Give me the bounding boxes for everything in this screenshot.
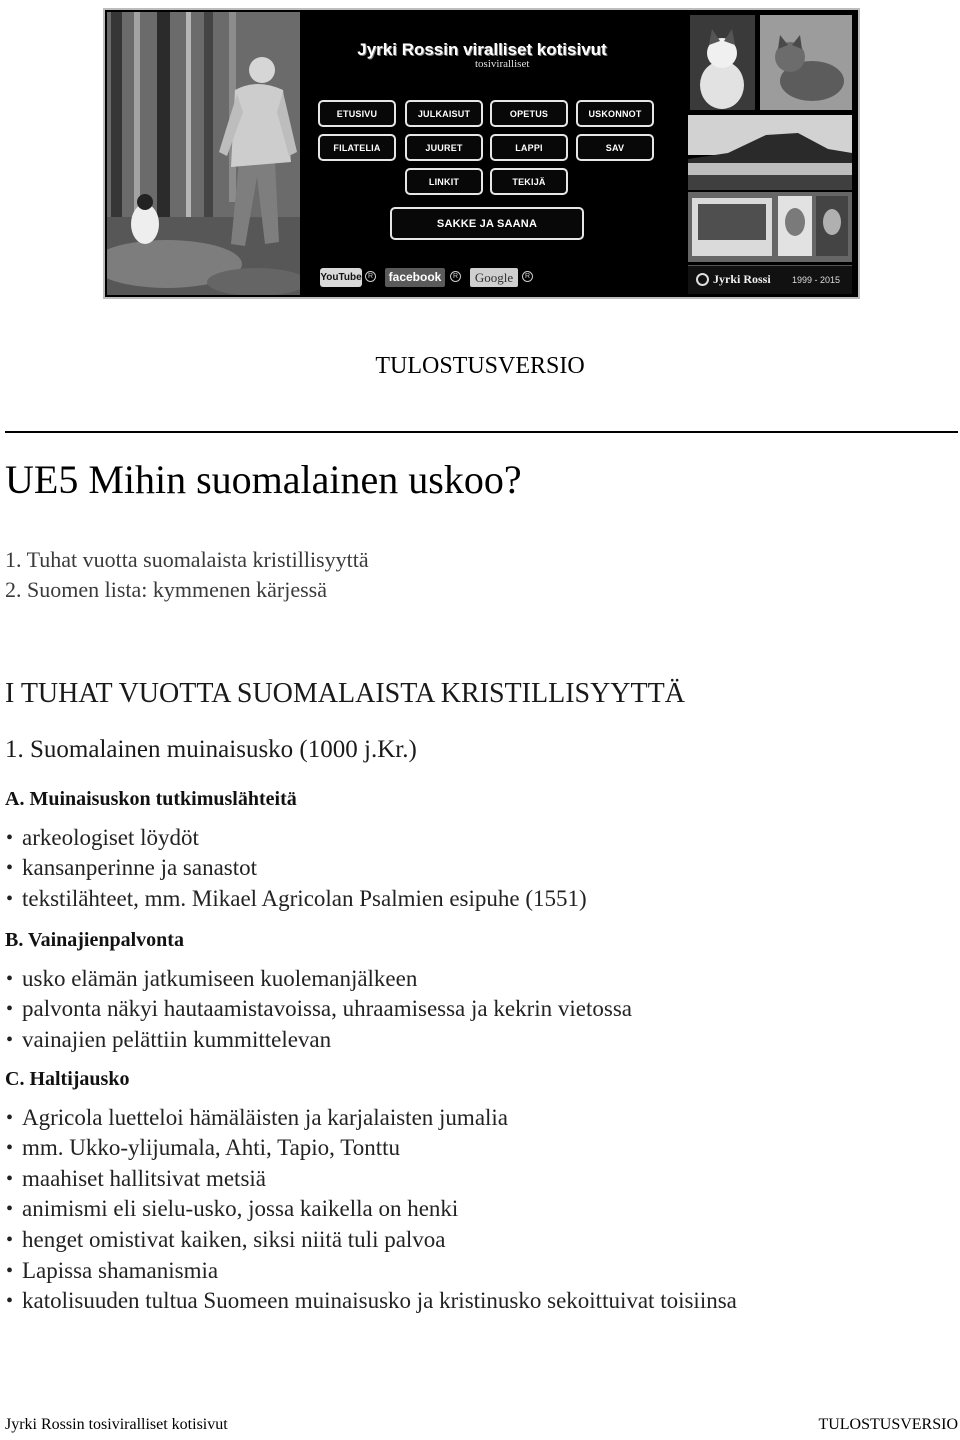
group-ancestor-worship (5, 925, 632, 1055)
list-item: • Lapissa shamanismia (5, 1256, 737, 1287)
bullet-list (5, 1103, 737, 1317)
author-forest-photo (107, 12, 300, 295)
list-item: • arkeologiset löydöt (5, 823, 587, 854)
google-logo[interactable]: Google (470, 268, 518, 287)
nav-opetus-button[interactable]: OPETUS (490, 100, 568, 127)
nav-tekija-button[interactable]: TEKIJÄ (490, 168, 568, 195)
group-heading: A. Muinaisuskon tutkimuslähteitä (5, 788, 297, 810)
site-subtitle: tosiviralliset (475, 58, 530, 70)
tree-trunk (204, 12, 213, 240)
table-of-contents (5, 545, 369, 605)
cat-photo (690, 15, 755, 110)
toc-item: 1. Tuhat vuotta suomalaista kristillisyyttä (5, 547, 369, 572)
bullet-list (5, 964, 632, 1056)
list-item: • kansanperinne ja sanastot (5, 853, 587, 884)
bullet-list (5, 823, 587, 915)
registered-icon (522, 271, 533, 282)
stamp-portrait (785, 208, 805, 236)
list-item: • usko elämän jatkumiseen kuolemanjälkeen (5, 964, 632, 995)
tree-trunk (157, 12, 170, 244)
toc-item: 2. Suomen lista: kymmenen kärjessä (5, 577, 327, 602)
facebook-logo[interactable]: facebook (385, 268, 445, 287)
copyright-strip (688, 265, 852, 294)
list-item: • henget omistivat kaiken, siksi niitä tuli palvoa (5, 1225, 737, 1256)
youtube-logo[interactable]: YouTube (320, 268, 362, 287)
person-head (249, 57, 275, 83)
cat-body (700, 61, 744, 109)
list-item: • animismi eli sielu-usko, jossa kaikella on henki (5, 1194, 737, 1225)
nav-etusivu-button[interactable]: ETUSIVU (318, 100, 396, 127)
tree-trunk (134, 12, 140, 217)
group-heading: B. Vainajienpalvonta (5, 929, 184, 951)
nav-julkaisut-button[interactable]: JULKAISUT (405, 100, 483, 127)
list-item: • palvonta näkyi hautaamistavoissa, uhraamisessa ja kekrin vietossa (5, 994, 632, 1025)
nav-juuret-button[interactable]: JUURET (405, 134, 483, 161)
list-item: • katolisuuden tultua Suomeen muinaisusko ja kristinusko sekoittuivat toisiinsa (5, 1286, 737, 1317)
nav-filatelia-button[interactable]: FILATELIA (318, 134, 396, 161)
foreground (688, 175, 852, 190)
stamp-image (698, 204, 766, 240)
page-title: UE5 Mihin suomalainen uskoo? (5, 457, 522, 502)
list-item: • Agricola luetteloi hämäläisten ja karjalaisten jumalia (5, 1103, 737, 1134)
horizontal-rule (5, 431, 958, 433)
portrait-figure (823, 209, 841, 235)
list-item: • vainajien pelättiin kummittelevan (5, 1025, 632, 1056)
list-item: • maahiset hallitsivat metsiä (5, 1164, 737, 1195)
group-spirit-belief (5, 1064, 737, 1317)
print-version-label: TULOSTUSVERSIO (375, 353, 585, 379)
list-item: • mm. Ukko-ylijumala, Ahti, Tapio, Tonttu (5, 1133, 737, 1164)
section-subtitle: 1. Suomalainen muinaisusko (1000 j.Kr.) (5, 736, 417, 763)
copyright-icon (696, 273, 709, 286)
footer-print-label: TULOSTUSVERSIO (818, 1416, 958, 1433)
group-heading: C. Haltijausko (5, 1068, 130, 1090)
stamps-photo (688, 192, 852, 262)
tree-trunk (186, 12, 191, 224)
registered-icon (365, 271, 376, 282)
site-banner (105, 10, 858, 297)
nav-sav-button[interactable]: SAV (576, 134, 654, 161)
section-title: I TUHAT VUOTTA SUOMALAISTA KRISTILLISYYTTÄ (5, 678, 685, 709)
tree-trunk (111, 12, 122, 237)
cat-photo (760, 15, 852, 110)
copyright-name: Jyrki Rossi (713, 272, 771, 286)
dog-head (137, 194, 153, 210)
copyright-years: 1999 - 2015 (792, 275, 841, 285)
nav-sakke-ja-saana-button[interactable]: SAKKE JA SAANA (390, 207, 584, 240)
nav-linkit-button[interactable]: LINKIT (405, 168, 483, 195)
registered-icon (450, 271, 461, 282)
site-title: Jyrki Rossin viralliset kotisivut (357, 40, 607, 59)
group-sources (5, 784, 587, 914)
fell-landscape-photo (688, 115, 852, 190)
nav-uskonnot-button[interactable]: USKONNOT (576, 100, 654, 127)
footer-site-name: Jyrki Rossin tosiviralliset kotisivut (5, 1416, 228, 1433)
list-item: • tekstilähteet, mm. Mikael Agricolan Psalmien esipuhe (1551) (5, 884, 587, 915)
nav-lappi-button[interactable]: LAPPI (490, 134, 568, 161)
lake (688, 163, 852, 175)
